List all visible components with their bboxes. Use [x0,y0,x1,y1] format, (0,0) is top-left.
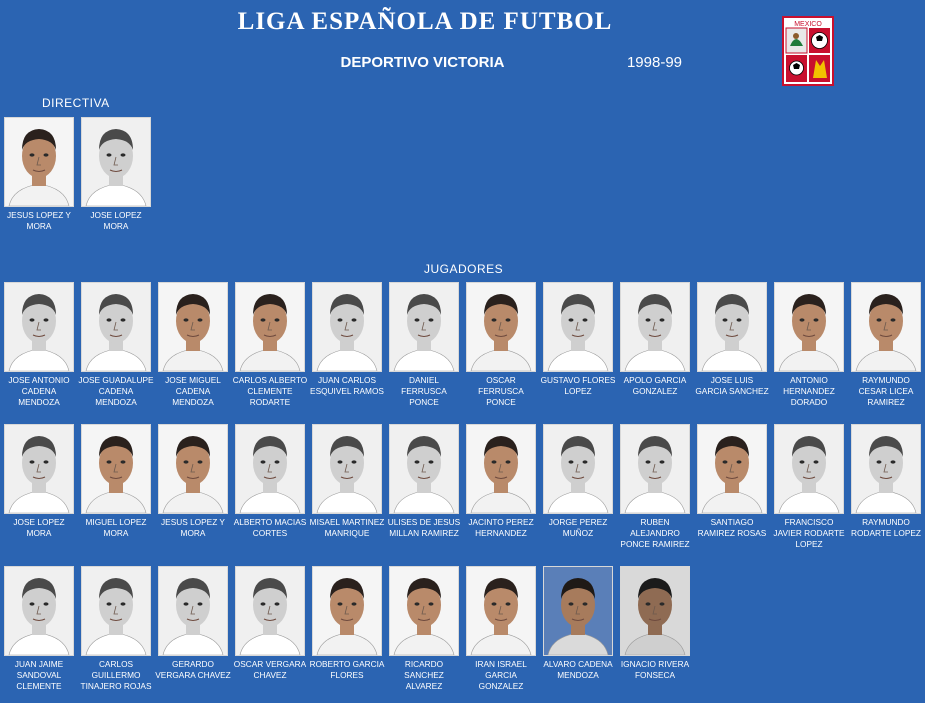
portrait-icon [390,425,458,513]
portrait-icon [775,283,843,371]
person-name: JORGE PEREZ MUÑOZ [548,517,608,538]
portrait-icon [467,283,535,371]
portrait-icon [236,425,304,513]
player-card [78,566,154,692]
player-card [386,282,462,408]
player-card [694,282,770,397]
portrait-photo [543,566,613,656]
portrait-photo [774,282,844,372]
player-card [78,282,154,408]
person-name: JOSE ANTONIO CADENA MENDOZA [8,375,70,407]
portrait-icon [698,283,766,371]
portrait-icon [544,567,612,655]
person-name: RAYMUNDO CESAR LICEA RAMIREZ [858,375,914,407]
portrait-icon [236,567,304,655]
portrait-photo [389,424,459,514]
person-name: ALVARO CADENA MENDOZA [543,659,613,680]
section-label-jugadores: JUGADORES [424,262,504,276]
person-name: JOSE LUIS GARCIA SANCHEZ [695,375,769,396]
portrait-photo [620,566,690,656]
portrait-icon [621,283,689,371]
person-name: OSCAR FERRUSCA PONCE [478,375,524,407]
player-card [78,424,154,539]
person-name: DANIEL FERRUSCA PONCE [401,375,447,407]
portrait-photo [774,424,844,514]
person-name: RAYMUNDO RODARTE LOPEZ [851,517,921,538]
person-name: JOSE LOPEZ MORA [90,210,142,231]
portrait-icon [82,567,150,655]
player-card [540,424,616,539]
player-card [309,282,385,397]
person-name: RUBEN ALEJANDRO PONCE RAMIREZ [620,517,690,549]
portrait-icon [82,283,150,371]
portrait-photo [158,282,228,372]
player-card [386,424,462,539]
portrait-photo [81,282,151,372]
player-card [232,566,308,681]
person-name: APOLO GARCIA GONZALEZ [623,375,687,396]
player-card [155,282,231,408]
person-name: MIGUEL LOPEZ MORA [85,517,147,538]
portrait-icon [82,425,150,513]
portrait-icon [467,567,535,655]
player-card [309,566,385,681]
player-card [1,566,77,692]
portrait-icon [313,283,381,371]
person-name: ANTONIO HERNANDEZ DORADO [783,375,835,407]
portrait-icon [852,283,920,371]
player-card [617,566,693,681]
portrait-photo [4,424,74,514]
portrait-photo [466,282,536,372]
person-name: CARLOS ALBERTO CLEMENTE RODARTE [232,375,308,407]
player-card [386,566,462,692]
portrait-photo [81,424,151,514]
portrait-photo [235,566,305,656]
portrait-photo [466,566,536,656]
person-name: GERARDO VERGARA CHAVEZ [155,659,231,680]
portrait-icon [159,283,227,371]
person-name: JACINTO PEREZ HERNANDEZ [468,517,534,538]
portrait-icon [390,567,458,655]
portrait-photo [235,424,305,514]
portrait-photo [158,566,228,656]
portrait-photo [312,282,382,372]
mexico-crest-icon [782,16,834,86]
portrait-photo [697,424,767,514]
crest-text: MEXICO [794,21,822,28]
portrait-icon [467,425,535,513]
portrait-photo [312,424,382,514]
portrait-icon [621,425,689,513]
player-card [617,424,693,550]
portrait-icon [5,567,73,655]
portrait-icon [775,425,843,513]
player-card [155,566,231,681]
person-name: ULISES DE JESUS MILLAN RAMIREZ [387,517,461,538]
player-card [540,566,616,681]
person-name: IRAN ISRAEL GARCIA GONZALEZ [475,659,527,691]
player-card [848,424,924,539]
portrait-icon [544,283,612,371]
player-card [463,566,539,692]
person-name: JUAN JAIME SANDOVAL CLEMENTE [14,659,64,691]
person-name: ALBERTO MACIAS CORTES [233,517,307,538]
person-name: RICARDO SANCHEZ ALVAREZ [404,659,444,691]
page-title: LIGA ESPAÑOLA DE FUTBOL [237,8,613,35]
person-name: OSCAR VERGARA CHAVEZ [233,659,307,680]
person-name: JESUS LOPEZ Y MORA [161,517,225,538]
portrait-photo [697,282,767,372]
player-card [848,282,924,408]
person-name: FRANCISCO JAVIER RODARTE LOPEZ [773,517,845,549]
player-card [232,282,308,408]
portrait-photo [389,282,459,372]
person-name: ROBERTO GARCIA FLORES [309,659,385,680]
portrait-photo [4,282,74,372]
player-card [540,282,616,397]
person-name: JUAN CARLOS ESQUIVEL RAMOS [310,375,384,396]
player-card [463,424,539,539]
portrait-icon [5,283,73,371]
portrait-icon [82,118,150,206]
portrait-photo [312,566,382,656]
portrait-photo [81,566,151,656]
person-name: JOSE GUADALUPE CADENA MENDOZA [78,375,154,407]
portrait-icon [621,567,689,655]
portrait-photo [543,424,613,514]
directiva-card [78,117,154,232]
portrait-icon [159,425,227,513]
player-card [771,424,847,550]
portrait-photo [389,566,459,656]
person-name: IGNACIO RIVERA FONSECA [620,659,690,680]
directiva-card [1,117,77,232]
person-name: SANTIAGO RAMIREZ ROSAS [697,517,767,538]
season-label: 1998-99 [626,54,683,71]
section-label-directiva: DIRECTIVA [42,96,110,110]
player-card [694,424,770,539]
person-name: MISAEL MARTINEZ MANRIQUE [309,517,385,538]
portrait-photo [4,566,74,656]
person-name: JESUS LOPEZ Y MORA [7,210,71,231]
portrait-photo [620,424,690,514]
portrait-icon [5,118,73,206]
player-card [155,424,231,539]
player-card [771,282,847,408]
player-card [232,424,308,539]
person-name: GUSTAVO FLORES LOPEZ [540,375,616,396]
player-card [1,282,77,408]
portrait-photo [620,282,690,372]
player-card [309,424,385,539]
portrait-photo [235,282,305,372]
portrait-photo [851,424,921,514]
portrait-icon [544,425,612,513]
portrait-icon [236,283,304,371]
portrait-photo [4,117,74,207]
player-card [617,282,693,397]
person-name: JOSE MIGUEL CADENA MENDOZA [165,375,221,407]
person-name: CARLOS GUILLERMO TINAJERO ROJAS [80,659,152,691]
portrait-icon [5,425,73,513]
player-card [1,424,77,539]
portrait-photo [81,117,151,207]
portrait-photo [466,424,536,514]
portrait-icon [313,425,381,513]
portrait-icon [852,425,920,513]
team-name: DEPORTIVO VICTORIA [340,54,505,71]
portrait-icon [698,425,766,513]
portrait-icon [390,283,458,371]
portrait-icon [313,567,381,655]
person-name: JOSE LOPEZ MORA [13,517,65,538]
portrait-photo [543,282,613,372]
portrait-icon [159,567,227,655]
portrait-photo [158,424,228,514]
player-card [463,282,539,408]
portrait-photo [851,282,921,372]
